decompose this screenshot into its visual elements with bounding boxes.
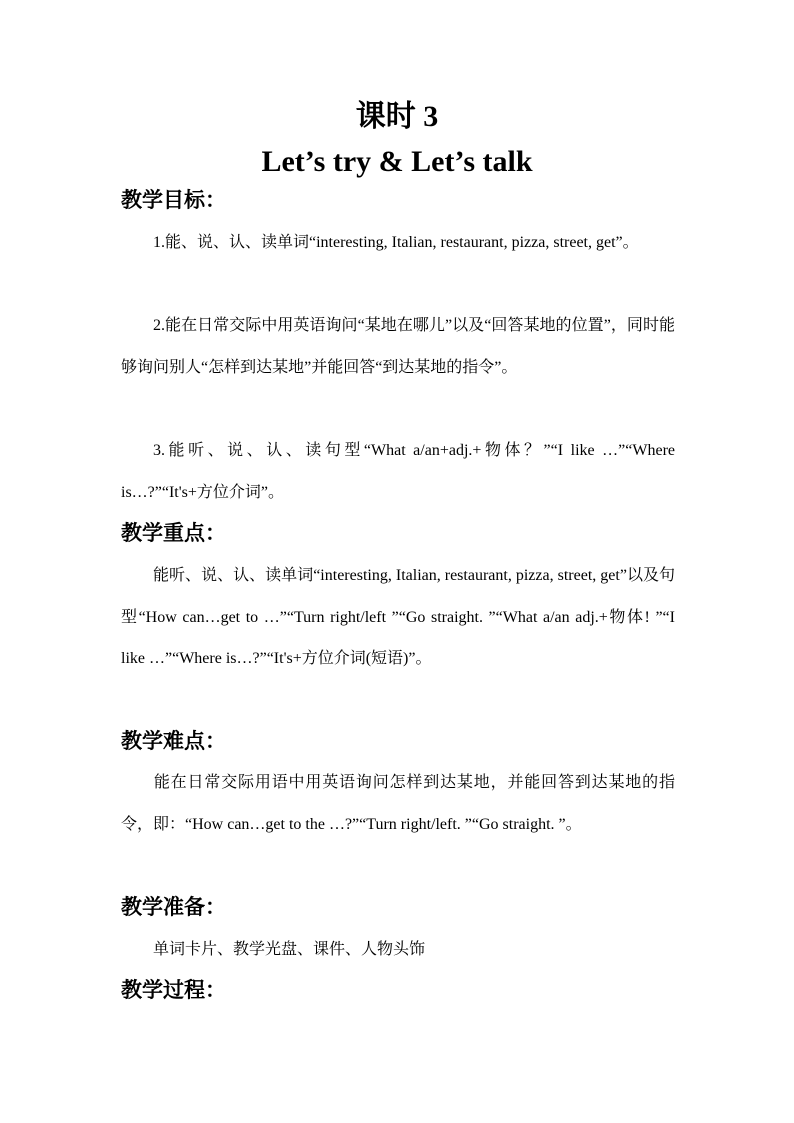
objective-item-2 <box>121 305 675 388</box>
objective-item-1 <box>121 222 675 264</box>
key-points-text: 能听、说、认、读单词“interesting, Italian, restaurant, pizza, street, get”以及句型“How can…get to …”“Turn right/left ”“Go straight. ”“What a/an adj.+物体! ”“I like …”“Where is…?”“It's+方位介词(短语)”。 <box>121 567 675 667</box>
objective-item-1-text: 1.能、说、认、读单词“interesting, Italian, restaurant, pizza, street, get”。 <box>153 234 639 251</box>
key-points-heading: 教学重点： <box>121 521 226 545</box>
preparation-paragraph <box>121 929 675 971</box>
process-heading: 教学过程： <box>121 978 226 1002</box>
difficulties-heading: 教学难点： <box>121 729 226 753</box>
preparation-text: 单词卡片、教学光盘、课件、人物头饰 <box>153 941 426 958</box>
difficulties-paragraph <box>121 762 675 845</box>
lesson-number-title: 课时 3 <box>355 100 439 133</box>
objective-item-3 <box>121 430 675 513</box>
objectives-heading: 教学目标： <box>121 188 226 212</box>
objective-item-2-text: 2.能在日常交际中用英语询问“某地在哪儿”以及“回答某地的位置”，同时能够询问别人“怎样到达某地”并能回答“到达某地的指令”。 <box>121 317 675 376</box>
objective-item-3-text: 3.能听、说、认、读句型“What a/an+adj.+物体？”“I like …”“Where is…?”“It's+方位介词”。 <box>121 442 675 501</box>
key-points-paragraph <box>121 555 675 680</box>
preparation-heading: 教学准备： <box>121 895 226 919</box>
lesson-subtitle: Let’s try & Let’s talk <box>261 145 533 178</box>
difficulties-text: 能在日常交际用语中用英语询问怎样到达某地，并能回答到达某地的指令，即：“How can…get to the …?”“Turn right/left. ”“Go straight. ”。 <box>121 774 675 833</box>
